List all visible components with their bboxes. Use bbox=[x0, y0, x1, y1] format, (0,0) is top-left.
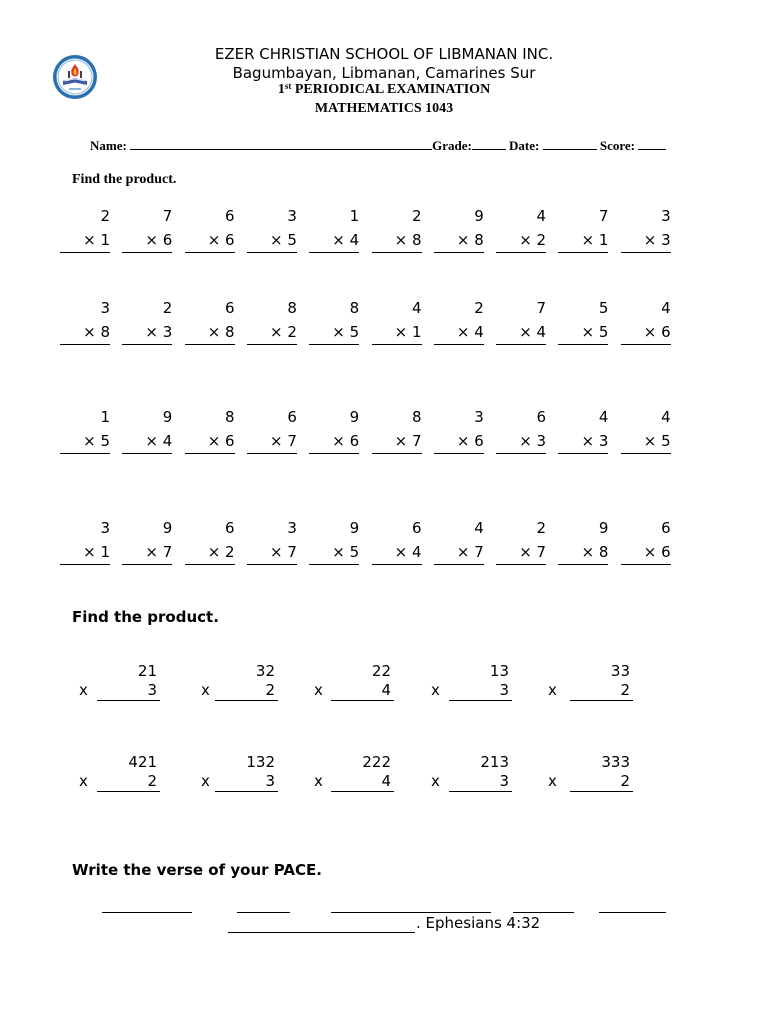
verse-blank-1[interactable] bbox=[102, 896, 192, 913]
answer-line bbox=[449, 681, 512, 701]
multiplication-problem bbox=[496, 204, 546, 253]
multiplier: × 7 bbox=[247, 429, 297, 454]
multiplier: × 2 bbox=[185, 540, 235, 565]
times-sign: x bbox=[548, 681, 557, 699]
multiplication-problem bbox=[60, 296, 110, 345]
date-label: Date: bbox=[509, 138, 540, 153]
multiplier: 2 bbox=[620, 681, 630, 699]
score-blank[interactable] bbox=[638, 136, 666, 150]
multiplicand: 6 bbox=[411, 519, 422, 537]
section3-instruction: Write the verse of your PACE. bbox=[72, 861, 322, 879]
multiplicand: 4 bbox=[474, 519, 484, 537]
multiplier: × 3 bbox=[621, 228, 671, 253]
multiplier: × 8 bbox=[558, 540, 608, 565]
multiplier: 4 bbox=[381, 772, 391, 790]
multiplicand: 3 bbox=[287, 207, 297, 225]
multiplicand: 1 bbox=[349, 207, 360, 225]
multiplier: × 5 bbox=[309, 320, 359, 345]
multiplication-problem bbox=[60, 405, 110, 454]
multiplication-problem bbox=[434, 405, 484, 454]
multiplier: × 6 bbox=[185, 429, 235, 454]
multiplier: × 7 bbox=[122, 540, 172, 565]
name-blank[interactable] bbox=[130, 136, 432, 150]
multiplier: 3 bbox=[499, 772, 509, 790]
multiplication-problem-large bbox=[431, 662, 512, 702]
multiplicand: 4 bbox=[661, 408, 671, 426]
multiplicand: 9 bbox=[349, 519, 360, 537]
multiplication-problem-large bbox=[548, 753, 633, 793]
multiplicand: 6 bbox=[225, 207, 235, 225]
multiplier: × 5 bbox=[60, 429, 110, 454]
multiplication-problem bbox=[247, 405, 297, 454]
multiplier: × 3 bbox=[558, 429, 608, 454]
school-address: Bagumbayan, Libmanan, Camarines Sur bbox=[232, 64, 536, 82]
multiplication-problem bbox=[496, 405, 546, 454]
multiplication-problem bbox=[434, 204, 484, 253]
multiplier: × 8 bbox=[434, 228, 484, 253]
verse-blank-3[interactable] bbox=[331, 896, 491, 913]
multiplication-problem-large bbox=[201, 662, 278, 702]
multiplication-problem bbox=[247, 516, 297, 565]
times-sign: x bbox=[201, 681, 210, 699]
multiplicand: 4 bbox=[536, 207, 547, 225]
times-sign: x bbox=[79, 681, 88, 699]
answer-line bbox=[97, 681, 160, 701]
answer-line bbox=[215, 772, 278, 792]
times-sign: x bbox=[314, 772, 323, 790]
multiplier: 4 bbox=[381, 681, 391, 699]
school-name: EZER CHRISTIAN SCHOOL OF LIBMANAN INC. bbox=[214, 45, 554, 63]
multiplicand: 5 bbox=[598, 299, 609, 317]
times-sign: x bbox=[314, 681, 323, 699]
multiplicand: 13 bbox=[489, 662, 509, 680]
multiplier: × 3 bbox=[496, 429, 546, 454]
multiplicand: 7 bbox=[598, 207, 609, 225]
section1-instruction: Find the product. bbox=[72, 172, 177, 187]
exam-title-text: PERIODICAL EXAMINATION bbox=[291, 82, 491, 97]
multiplicand: 8 bbox=[411, 408, 422, 426]
verse-blank-5[interactable] bbox=[599, 896, 666, 913]
answer-line bbox=[570, 772, 633, 792]
multiplier: × 6 bbox=[122, 228, 172, 253]
multiplication-problem bbox=[122, 204, 172, 253]
multiplicand: 6 bbox=[536, 408, 547, 426]
multiplier: 3 bbox=[265, 772, 275, 790]
multiplicand: 3 bbox=[661, 207, 671, 225]
multiplication-problem-large bbox=[431, 753, 512, 793]
exam-title bbox=[0, 82, 768, 98]
multiplicand: 3 bbox=[100, 519, 110, 537]
grade-blank[interactable] bbox=[472, 136, 506, 150]
student-info-line bbox=[90, 136, 666, 154]
multiplication-problem bbox=[496, 516, 546, 565]
multiplication-problem-large bbox=[314, 753, 394, 793]
answer-line bbox=[449, 772, 512, 792]
multiplier: 3 bbox=[499, 681, 509, 699]
multiplier: × 1 bbox=[60, 540, 110, 565]
multiplier: × 7 bbox=[434, 540, 484, 565]
multiplicand: 4 bbox=[411, 299, 422, 317]
multiplication-problem bbox=[558, 204, 608, 253]
multiplier: × 6 bbox=[309, 429, 359, 454]
grade-label: Grade: bbox=[432, 138, 472, 153]
multiplicand: 7 bbox=[536, 299, 547, 317]
multiplicand: 4 bbox=[661, 299, 671, 317]
multiplication-problem bbox=[122, 296, 172, 345]
multiplier: × 7 bbox=[496, 540, 546, 565]
multiplicand: 9 bbox=[349, 408, 360, 426]
multiplier: × 3 bbox=[122, 320, 172, 345]
multiplication-problem bbox=[309, 405, 359, 454]
multiplication-problem-large bbox=[79, 662, 160, 702]
multiplier: × 8 bbox=[60, 320, 110, 345]
multiplication-problem bbox=[621, 516, 671, 565]
times-sign: x bbox=[431, 772, 440, 790]
multiplication-problem bbox=[185, 516, 235, 565]
multiplication-problem bbox=[558, 296, 608, 345]
exam-ordinal: 1 bbox=[277, 82, 285, 97]
times-sign: x bbox=[201, 772, 210, 790]
multiplier: × 4 bbox=[309, 228, 359, 253]
verse-blank-4[interactable] bbox=[513, 896, 574, 913]
multiplicand: 8 bbox=[225, 408, 235, 426]
multiplicand: 132 bbox=[246, 753, 275, 771]
name-label: Name: bbox=[90, 138, 127, 153]
multiplier: × 4 bbox=[496, 320, 546, 345]
times-sign: x bbox=[431, 681, 440, 699]
multiplication-problem bbox=[60, 204, 110, 253]
multiplication-problem bbox=[309, 516, 359, 565]
multiplier: × 5 bbox=[309, 540, 359, 565]
multiplicand: 2 bbox=[162, 299, 173, 317]
answer-line bbox=[331, 772, 394, 792]
multiplication-problem bbox=[122, 405, 172, 454]
multiplier: × 7 bbox=[372, 429, 422, 454]
multiplicand: 8 bbox=[287, 299, 297, 317]
answer-line bbox=[97, 772, 160, 792]
multiplicand: 222 bbox=[362, 753, 391, 771]
multiplier: 2 bbox=[147, 772, 157, 790]
multiplication-problem-large bbox=[201, 753, 278, 793]
verse-blank-2[interactable] bbox=[237, 896, 290, 913]
multiplication-problem bbox=[372, 296, 422, 345]
multiplicand: 333 bbox=[601, 753, 630, 771]
multiplier: × 1 bbox=[372, 320, 422, 345]
multiplication-problem-large bbox=[79, 753, 160, 793]
multiplicand: 9 bbox=[474, 207, 484, 225]
multiplicand: 2 bbox=[474, 299, 484, 317]
multiplier: × 7 bbox=[247, 540, 297, 565]
multiplication-problem bbox=[434, 516, 484, 565]
multiplication-problem bbox=[621, 405, 671, 454]
multiplicand: 2 bbox=[100, 207, 110, 225]
multiplier: × 6 bbox=[434, 429, 484, 454]
times-sign: x bbox=[79, 772, 88, 790]
multiplicand: 421 bbox=[128, 753, 157, 771]
multiplicand: 3 bbox=[474, 408, 484, 426]
multiplier: × 5 bbox=[558, 320, 608, 345]
multiplication-problem bbox=[434, 296, 484, 345]
multiplication-problem bbox=[122, 516, 172, 565]
answer-line bbox=[570, 681, 633, 701]
multiplication-problem bbox=[372, 204, 422, 253]
multiplicand: 32 bbox=[255, 662, 275, 680]
multiplication-problem-large bbox=[314, 662, 394, 702]
multiplication-problem-large bbox=[548, 662, 633, 702]
multiplier: × 8 bbox=[372, 228, 422, 253]
multiplier: × 1 bbox=[60, 228, 110, 253]
multiplier: × 4 bbox=[372, 540, 422, 565]
multiplicand: 3 bbox=[100, 299, 110, 317]
multiplier: 3 bbox=[147, 681, 157, 699]
multiplicand: 8 bbox=[349, 299, 360, 317]
multiplicand: 6 bbox=[225, 519, 235, 537]
multiplicand: 2 bbox=[411, 207, 422, 225]
exam-ordinal-suffix: st bbox=[284, 81, 292, 91]
multiplicand: 6 bbox=[287, 408, 297, 426]
score-label: Score: bbox=[599, 138, 636, 153]
multiplication-problem bbox=[621, 296, 671, 345]
multiplication-problem bbox=[309, 204, 359, 253]
date-blank[interactable] bbox=[543, 136, 597, 150]
multiplicand: 22 bbox=[371, 662, 391, 680]
multiplication-problem bbox=[558, 405, 608, 454]
multiplicand: 6 bbox=[661, 519, 671, 537]
multiplicand: 33 bbox=[610, 662, 630, 680]
section2-instruction: Find the product. bbox=[72, 608, 219, 626]
multiplier: × 5 bbox=[247, 228, 297, 253]
multiplication-problem bbox=[621, 204, 671, 253]
multiplicand: 21 bbox=[137, 662, 157, 680]
answer-line bbox=[331, 681, 394, 701]
multiplication-problem bbox=[247, 204, 297, 253]
multiplication-problem bbox=[558, 516, 608, 565]
multiplier: × 8 bbox=[185, 320, 235, 345]
multiplication-problem bbox=[247, 296, 297, 345]
multiplier: × 4 bbox=[122, 429, 172, 454]
multiplication-problem bbox=[309, 296, 359, 345]
verse-reference: . Ephesians 4:32 bbox=[416, 914, 541, 932]
multiplication-problem bbox=[372, 516, 422, 565]
answer-line bbox=[215, 681, 278, 701]
multiplication-problem bbox=[185, 405, 235, 454]
multiplication-problem bbox=[60, 516, 110, 565]
multiplicand: 9 bbox=[162, 519, 173, 537]
multiplication-problem bbox=[185, 204, 235, 253]
multiplier: × 4 bbox=[434, 320, 484, 345]
multiplier: × 6 bbox=[185, 228, 235, 253]
multiplicand: 9 bbox=[162, 408, 173, 426]
multiplicand: 3 bbox=[287, 519, 297, 537]
multiplicand: 2 bbox=[536, 519, 547, 537]
multiplicand: 1 bbox=[100, 408, 110, 426]
verse-blank-6[interactable] bbox=[228, 916, 415, 933]
multiplier: 2 bbox=[620, 772, 630, 790]
multiplicand: 7 bbox=[162, 207, 173, 225]
multiplication-problem bbox=[496, 296, 546, 345]
multiplication-problem bbox=[372, 405, 422, 454]
multiplicand: 213 bbox=[480, 753, 509, 771]
multiplication-problem bbox=[185, 296, 235, 345]
multiplier: × 6 bbox=[621, 320, 671, 345]
multiplier: × 2 bbox=[496, 228, 546, 253]
multiplier: × 6 bbox=[621, 540, 671, 565]
multiplicand: 4 bbox=[598, 408, 609, 426]
subject-title: MATHEMATICS 1043 bbox=[314, 101, 454, 116]
multiplicand: 6 bbox=[225, 299, 235, 317]
multiplicand: 9 bbox=[598, 519, 609, 537]
multiplier: × 5 bbox=[621, 429, 671, 454]
multiplier: × 2 bbox=[247, 320, 297, 345]
multiplier: 2 bbox=[265, 681, 275, 699]
multiplier: × 1 bbox=[558, 228, 608, 253]
times-sign: x bbox=[548, 772, 557, 790]
